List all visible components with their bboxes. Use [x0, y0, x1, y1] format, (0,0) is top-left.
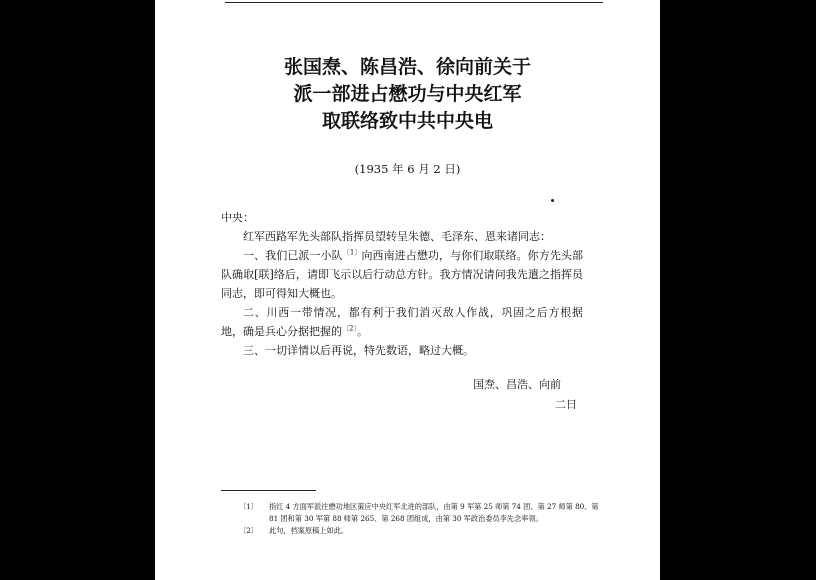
paragraph-1: [221, 246, 583, 303]
paragraph-2: [221, 303, 583, 341]
footnote-1-text: 指红 4 方面军派往懋功地区策应中央红军北进的部队，由第 9 军第 25 师第 74 团、第 27 师第 80、第 81 团和第 30 军第 88 师第 265、第 268 团组成，由第 30 军政治委员李先念率领。: [269, 502, 599, 523]
document-date: (1935 年 6 月 2 日): [354, 162, 461, 176]
footnote-ref-1: 〔1〕: [342, 248, 362, 257]
footnotes: [239, 501, 599, 537]
footnote-1-mark: 〔1〕: [239, 502, 258, 511]
footnote-rule: [221, 490, 316, 491]
footnote-ref-2: 〔2〕: [342, 324, 357, 333]
footnote-2: [239, 525, 599, 537]
paragraph-1-text-a: 一、我们已派一小队: [243, 249, 343, 262]
title-line-3: 取联络致中共中央电: [321, 110, 493, 132]
footnote-1: [239, 501, 599, 525]
footnote-2-text: 此句，档案原稿上如此。: [269, 526, 349, 535]
telegram-body: [221, 208, 583, 360]
signature: 国焘、昌浩、向前: [473, 378, 561, 391]
title-line-2: 派一部进占懋功与中央红军: [293, 83, 522, 105]
salutation: 中央：: [221, 211, 254, 224]
paragraph-3: 三、一切详情以后再说，特先数语，略过大概。: [243, 344, 474, 357]
document-title: [155, 54, 660, 135]
paragraph-2-text-b: 。: [356, 325, 368, 338]
paragraph-1-text-b: 向西南进占懋功，与你们取联络。你方先头部队确取[联]络后，请即飞示以后行动总方针。我方情况请问我先遣之指挥员同志，即可得知大概也。: [221, 249, 583, 300]
ink-speck: [551, 199, 554, 202]
signature-date: 二日: [555, 398, 577, 411]
top-rule: [225, 2, 603, 3]
title-line-1: 张国焘、陈昌浩、徐向前关于: [283, 56, 531, 78]
document-page: [155, 0, 660, 580]
footnote-2-mark: 〔2〕: [239, 526, 258, 535]
address-line: 红军西路军先头部队指挥员望转呈朱德、毛泽东、恩来诸同志：: [243, 230, 551, 243]
paragraph-2-text-a: 二、川西一带情况，都有利于我们消灭敌人作战，巩固之后方根据地，确是兵心分据把握的: [221, 306, 583, 338]
